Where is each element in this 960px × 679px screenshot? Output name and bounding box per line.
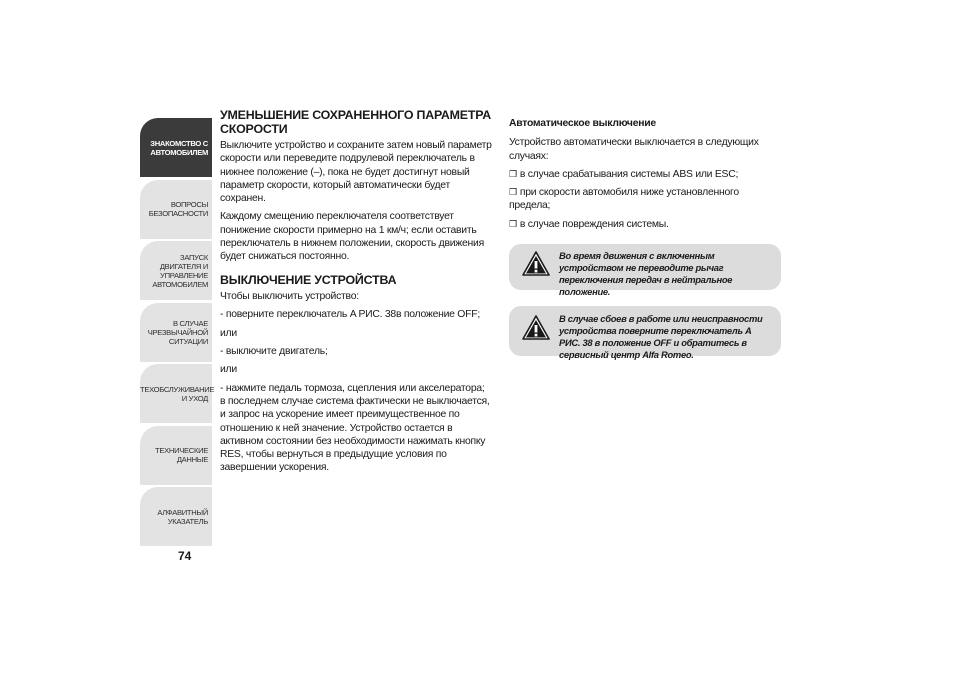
warning-text: В случае сбоев в работе или неисправности устройства поверните переключатель A РИС. 38 в положение OFF и обратитесь в сервисный центр Alfa Romeo. [559, 313, 763, 361]
warning-text: Во время движения с включенным устройством не переводите рычаг переключения передач в нейтральное положение. [559, 250, 733, 298]
page-number: 74 [178, 549, 192, 563]
list-item: ❒ в случае срабатывания системы ABS или ESC; [509, 168, 739, 180]
warning-box-neutral-gear [509, 244, 781, 298]
paragraph: Каждому смещению переключателя соответствует понижение скорости примерно на 1 км/ч; если оставить переключатель в нижнем положении, скорость движения будет снижаться постоянно. [220, 211, 484, 263]
chapter-tab-index[interactable] [140, 487, 212, 546]
list-item: ❒ при скорости автомобиля ниже установленного предела; [509, 187, 739, 212]
chapter-tab-label: ЗАПУСК ДВИГАТЕЛЯ И УПРАВЛЕНИЕ АВТОМОБИЛЕМ [152, 252, 208, 289]
section-heading-decrease-speed: УМЕНЬШЕНИЕ СОХРАНЕННОГО ПАРАМЕТРА СКОРОСТИ [220, 108, 491, 136]
chapter-tab-starting-driving[interactable] [140, 241, 212, 300]
chapter-tab-maintenance[interactable] [140, 364, 215, 423]
chapter-tab-label: ТЕХОБСЛУЖИВАНИЕ И УХОД [140, 384, 215, 403]
right-column [509, 117, 781, 361]
chapter-tab-label: ВОПРОСЫ БЕЗОПАСНОСТИ [148, 200, 208, 218]
paragraph: Устройство автоматически выключается в следующих случаях: [509, 137, 759, 162]
list-item: ❒ в случае повреждения системы. [509, 218, 669, 230]
chapter-sidebar [140, 118, 215, 549]
warning-triangle-icon [522, 251, 550, 276]
paragraph: или [220, 327, 237, 339]
left-column [220, 109, 492, 480]
chapter-tab-emergency[interactable] [140, 303, 212, 362]
paragraph: - выключите двигатель; [220, 346, 328, 358]
paragraph: Выключите устройство и сохраните затем новый параметр скорости или переведите подрулевой переключатель в нижнее положение (–), пока не будет достигнут новый параметр скорости, который автоматически будет сохранен. [220, 140, 492, 205]
paragraph: - поверните переключатель A РИС. 38в положение OFF; [220, 309, 480, 321]
chapter-tab-label: АЛФАВИТНЫЙ УКАЗАТЕЛЬ [157, 507, 208, 526]
warning-box-malfunction [509, 306, 781, 361]
checkbox-bullet-icon: ❒ [509, 168, 517, 179]
chapter-tab-label: ЗНАКОМСТВО С АВТОМОБИЛЕМ [150, 138, 208, 157]
paragraph: - нажмите педаль тормоза, сцепления или акселератора; в последнем случае система фактически не выключается, и запрос на ускорение имеет преимущественное по отношению к ней значение. Устройство остается в активном состоянии без необходимости нажимать кнопку RES, чтобы вернуться в предыдущие условия по завершении ускорения. [220, 382, 490, 474]
paragraph: или [220, 364, 237, 376]
chapter-tab-label: В СЛУЧАЕ ЧРЕЗВЫЧАЙНОЙ СИТУАЦИИ [147, 318, 208, 346]
section-heading-switch-off: ВЫКЛЮЧЕНИЕ УСТРОЙСТВА [220, 272, 397, 287]
checkbox-bullet-icon: ❒ [509, 187, 517, 198]
chapter-tab-safety[interactable] [140, 180, 212, 239]
subheading-auto-switch-off: Автоматическое выключение [509, 118, 656, 129]
warning-triangle-icon [522, 315, 550, 340]
chapter-tab-technical-data[interactable] [140, 426, 212, 485]
checkbox-bullet-icon: ❒ [509, 218, 517, 229]
paragraph: Чтобы выключить устройство: [220, 291, 359, 303]
chapter-tab-label: ТЕХНИЧЕСКИЕ ДАННЫЕ [155, 446, 208, 464]
chapter-tab-introduction[interactable] [140, 118, 212, 177]
